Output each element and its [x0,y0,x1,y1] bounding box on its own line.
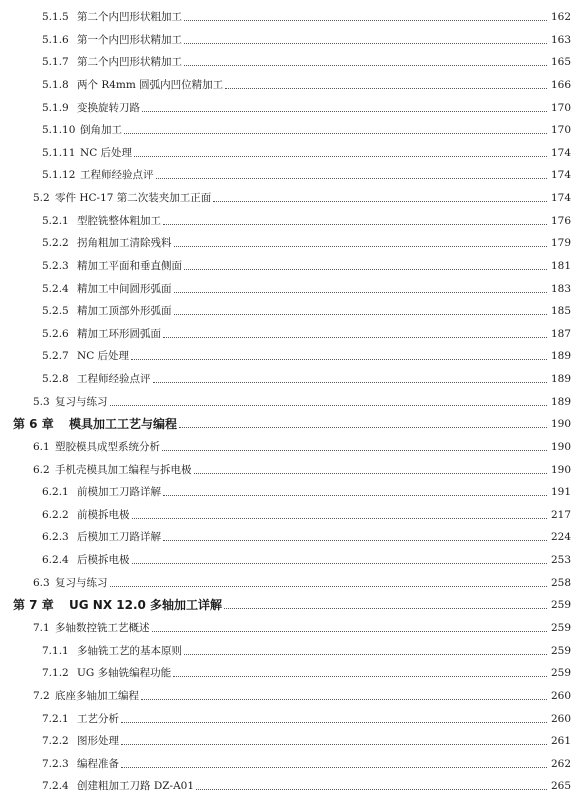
toc-entry-title: 第二个内凹形状粗加工 [77,11,182,23]
toc-page-number: 191 [550,486,571,499]
dot-leader [194,472,548,474]
toc-entry-number: 6.1 [33,440,50,453]
toc-page-number: 190 [550,463,571,476]
toc-entry-number: 6.2.3 [42,531,69,544]
toc-entry-number: 5.2.5 [42,305,69,318]
toc-entry-title: 第一个内凹形状精加工 [77,33,182,46]
toc-entry-number: 5.2.1 [42,214,69,227]
toc-entry-number: 7.2.4 [42,780,69,793]
toc-page-number: 261 [550,735,571,748]
toc-entry-title: 工艺分析 [77,712,119,725]
toc-entry-title: 零件 HC-17 第二次装夹加工正面 [55,192,212,205]
toc-entry-title: 模具加工工艺与编程 [69,417,178,432]
toc-entry-number: 5.2 [33,192,50,205]
toc-page-number: 189 [550,395,571,408]
toc-entry-title: 精加工顶部外形弧面 [77,305,172,318]
toc-entry-title: 编程准备 [77,757,119,770]
toc-entry-number: 5.3 [33,395,50,408]
toc-entry [0,616,582,634]
toc-entry [0,344,582,362]
dot-leader [121,721,547,723]
toc-entry [0,661,582,679]
toc-entry [0,707,582,725]
toc-page-number: 217 [550,508,571,521]
toc-entry-number: 7.1.1 [42,644,69,657]
toc-entry-number: 6.2.2 [42,508,69,521]
dot-leader [124,132,547,134]
dot-leader [121,743,547,745]
toc-entry-title: 多轴数控铣工艺概述 [55,622,150,634]
toc-entry-title: 两个 R4mm 圆弧内凹位精加工 [77,78,224,91]
toc-entry-number: 5.1.10 [42,124,76,137]
toc-entry-number: 6.2.4 [42,554,69,567]
toc-page-number: 185 [550,305,571,318]
toc-entry-title: UG NX 12.0 多轴加工详解 [69,598,223,613]
dot-leader [141,698,547,700]
toc-entry-number: 第 7 章 [13,598,54,613]
dot-leader [184,64,547,66]
toc-entry [0,186,582,204]
toc-entry-title: 手机壳模具加工编程与拆电极 [55,463,192,476]
toc-page-number: 176 [550,214,571,227]
toc-page-number: 258 [550,576,571,589]
dot-leader [179,426,547,428]
toc-entry-number: 5.2.4 [42,282,69,295]
toc-entry [0,774,582,792]
toc-page-number: 253 [550,554,571,567]
toc-entry-title: 工程师经验点评 [77,373,151,386]
dot-leader [131,358,547,360]
toc-entry [0,480,582,498]
toc-entry [0,435,582,453]
dot-leader [153,381,548,383]
toc-entry-title: 塑胶模具成型系统分析 [55,440,160,453]
dot-leader [174,245,548,247]
dot-leader [174,291,548,293]
toc-entry-title: 后模加工刀路详解 [77,531,161,544]
toc-entry [0,390,582,408]
toc-entry-title: 多轴铣工艺的基本原则 [77,644,182,657]
toc-page-number: 189 [550,350,571,363]
dot-leader [174,313,548,315]
toc-entry-number: 5.2.7 [42,350,69,363]
toc-entry [0,639,582,657]
toc-page-number: 259 [550,644,571,657]
toc-page-number: 179 [550,237,571,250]
toc-entry-number: 7.2.2 [42,735,69,748]
toc-entry [0,458,582,476]
dot-leader [184,653,547,655]
toc-chapter-entry [0,593,582,611]
toc-entry-number: 5.1.8 [42,78,69,91]
toc-entry [0,231,582,249]
dot-leader [110,585,548,587]
toc-entry [0,50,582,68]
toc-entry-title: NC 后处理 [80,146,133,159]
dot-leader [184,19,547,21]
toc-page-number: 187 [550,327,571,340]
toc-entry-title: 精加工平面和垂直侧面 [77,259,182,272]
toc-entry-number: 5.2.6 [42,327,69,340]
toc-entry [0,254,582,272]
toc-page-number: 190 [550,440,571,453]
dot-leader [163,336,547,338]
toc-page-number: 259 [550,622,571,634]
dot-leader [225,87,547,89]
toc-entry-title: 前模加工刀路详解 [77,486,161,499]
toc-entry [0,5,582,23]
toc-entry [0,28,582,46]
dot-leader [132,562,548,564]
toc-page-number: 262 [550,757,571,770]
toc-entry-number: 5.1.5 [42,11,69,23]
toc-entry-number: 5.2.8 [42,373,69,386]
dot-leader [213,200,547,202]
dot-leader [173,675,547,677]
toc-entry-title: 复习与练习 [55,395,108,408]
toc-entry [0,525,582,543]
toc-page-number: 170 [550,101,571,114]
toc-entry [0,367,582,385]
toc-page-number: 189 [550,373,571,386]
dot-leader [163,494,547,496]
toc-page-number: 166 [550,78,571,91]
toc-page-number: 163 [550,33,571,46]
toc-entry [0,277,582,295]
toc-entry-title: 变换旋转刀路 [77,101,140,114]
toc-entry [0,322,582,340]
toc-entry-title: 精加工环形圆弧面 [77,327,161,340]
toc-entry-number: 7.2 [33,689,50,702]
toc-entry-number: 5.1.9 [42,101,69,114]
toc-entry-title: 图形处理 [77,735,119,748]
toc-page-number: 181 [550,259,571,272]
toc-entry [0,729,582,747]
toc-entry-title: 前模拆电极 [77,508,130,521]
toc-page-number: 265 [550,780,571,793]
toc-page-number: 190 [550,418,571,431]
toc-page-number: 170 [550,124,571,137]
toc-page-number: 162 [550,11,571,23]
dot-leader [184,42,547,44]
toc-page-number: 174 [550,169,571,182]
toc-entry-title: 第二个内凹形状精加工 [77,56,182,69]
toc-entry [0,684,582,702]
dot-leader [163,539,547,541]
toc-entry [0,752,582,770]
toc-entry-number: 5.1.12 [42,169,76,182]
toc-entry [0,571,582,589]
dot-leader [134,155,547,157]
toc-entry [0,548,582,566]
toc-page-number: 183 [550,282,571,295]
toc-entry [0,503,582,521]
toc-entry-number: 5.1.11 [42,146,76,159]
toc-entry-title: 精加工中间圆形弧面 [77,282,172,295]
toc-entry [0,163,582,181]
toc-page-number: 174 [550,146,571,159]
toc-entry-title: 底座多轴加工编程 [55,689,139,702]
toc-entry-title: 拐角粗加工清除残料 [77,237,172,250]
toc-entry [0,209,582,227]
toc-entry-title: 型腔铣整体粗加工 [77,214,161,227]
dot-leader [156,177,548,179]
toc-entry-number: 7.2.3 [42,757,69,770]
dot-leader [184,268,547,270]
toc-entry-number: 6.2 [33,463,50,476]
toc-entry-title: 倒角加工 [80,124,122,137]
toc-entry-title: NC 后处理 [77,350,130,363]
toc-page-number: 165 [550,56,571,69]
toc-entry [0,141,582,159]
dot-leader [132,517,548,519]
toc-entry-number: 5.1.7 [42,56,69,69]
toc-entry [0,118,582,136]
toc-page-number: 259 [550,599,571,612]
dot-leader [142,110,547,112]
toc-entry-number: 7.2.1 [42,712,69,725]
toc-entry-number: 6.2.1 [42,486,69,499]
toc-entry-number: 5.2.3 [42,259,69,272]
toc-entry [0,73,582,91]
toc-page-number: 260 [550,689,571,702]
toc-page-number: 224 [550,531,571,544]
toc-entry [0,299,582,317]
toc-entry-title: 后模拆电极 [77,554,130,567]
toc-entry-title: UG 多轴铣编程功能 [77,667,172,680]
dot-leader [110,404,548,406]
dot-leader [162,449,547,451]
toc-entry-number: 7.1.2 [42,667,69,680]
toc-chapter-entry [0,412,582,430]
toc-entry-title: 工程师经验点评 [80,169,154,182]
toc-entry-number: 5.2.2 [42,237,69,250]
toc-entry-number: 6.3 [33,576,50,589]
dot-leader [224,607,547,609]
toc-entry-title: 创建粗加工刀路 DZ-A01 [77,780,195,793]
toc-page-number: 174 [550,192,571,205]
dot-leader [121,766,547,768]
toc-entry [0,96,582,114]
dot-leader [163,223,547,225]
toc-entry-number: 5.1.6 [42,33,69,46]
dot-leader [152,630,548,632]
toc-entry-number: 第 6 章 [13,417,54,432]
dot-leader [196,788,547,790]
toc-page-number: 260 [550,712,571,725]
toc-entry-title: 复习与练习 [55,576,108,589]
toc-page-number: 259 [550,667,571,680]
toc-entry-number: 7.1 [33,622,50,634]
